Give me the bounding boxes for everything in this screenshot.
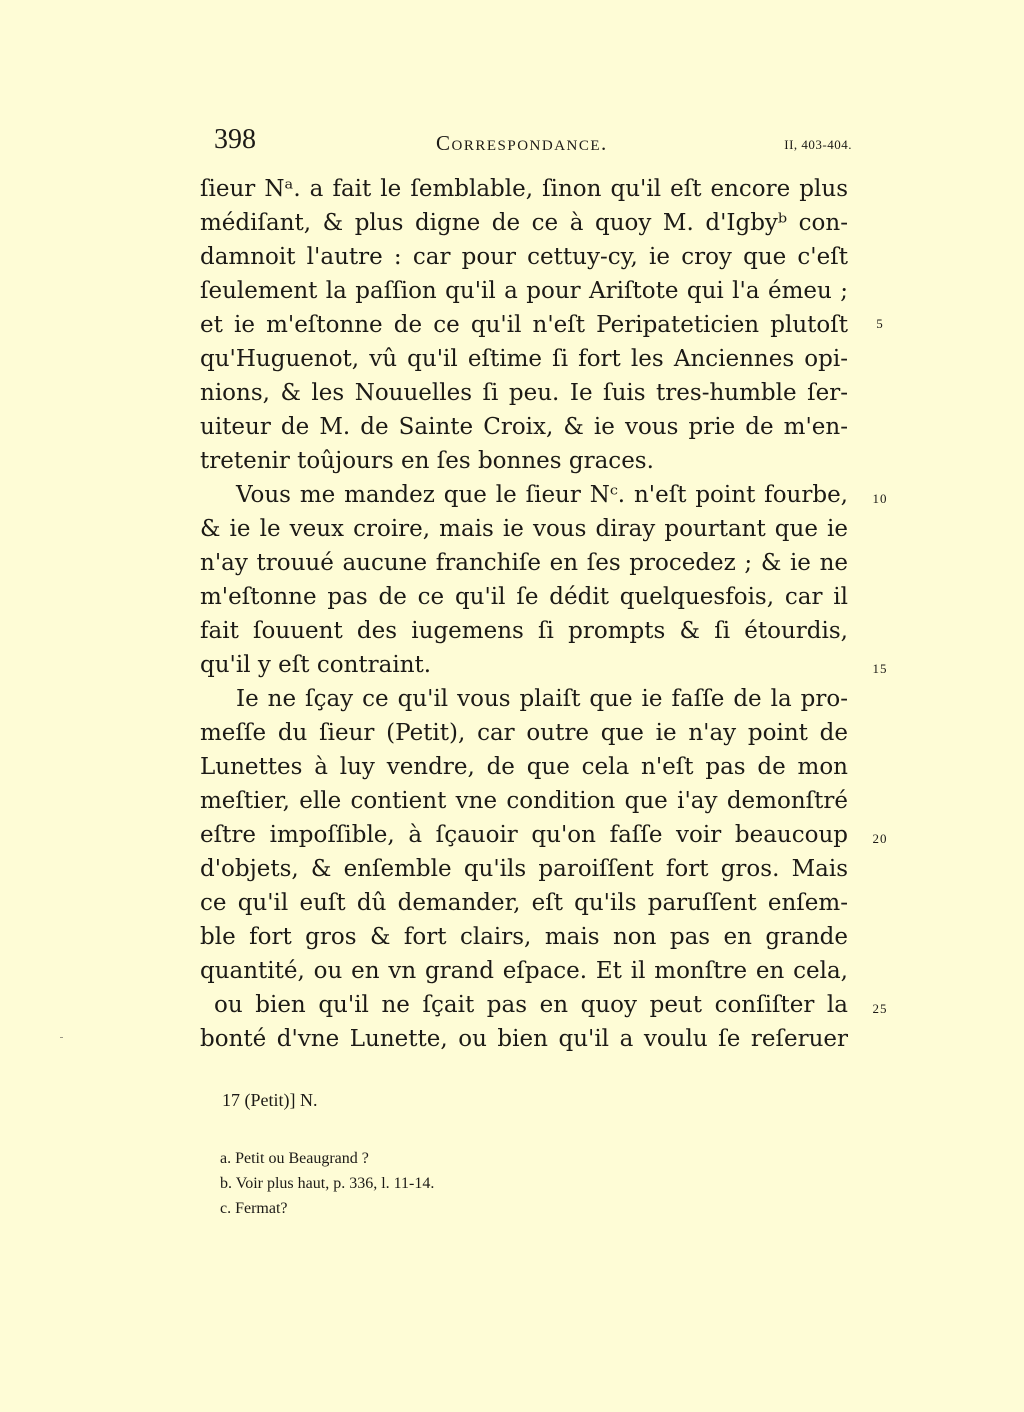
page-number: 398 bbox=[214, 124, 256, 155]
text-line: Vous me mandez que le ſieur Nᶜ. n'eſt point fourbe, bbox=[236, 482, 848, 508]
text-line: qu'il y eſt contraint. bbox=[200, 652, 432, 678]
text-line: ou bien qu'il ne ſçait pas en quoy peut conſiſter la bbox=[214, 992, 848, 1018]
text-line: meſtier, elle contient vne condition que i'ay demonſtré bbox=[200, 788, 848, 814]
text-line: et ie m'eſtonne de ce qu'il n'eſt Peripateticien plutoſt bbox=[200, 312, 848, 338]
text-line: n'ay trouué aucune franchiſe en ſes procedez ; & ie ne bbox=[200, 550, 848, 576]
line-number: 10 bbox=[872, 491, 888, 506]
text-line: Ie ne ſçay ce qu'il vous plaiſt que ie faſſe de la pro- bbox=[236, 686, 848, 712]
text-line: m'eſtonne pas de ce qu'il ſe dédit quelquesfois, car il bbox=[200, 584, 848, 610]
text-line: médiſant, & plus digne de ce à quoy M. d'Igbyᵇ con- bbox=[200, 210, 848, 236]
text-line: & ie le veux croire, mais ie vous diray pourtant que ie bbox=[200, 516, 848, 542]
running-title: Correspondance. bbox=[436, 131, 608, 155]
volume-reference: II, 403-404. bbox=[784, 137, 852, 152]
text-line: nions, & les Nouuelles ſi peu. Ie ſuis tres-humble ſer- bbox=[200, 380, 848, 406]
text-line: ce qu'il euſt dû demander, eſt qu'ils paruſſent enſem- bbox=[200, 890, 848, 916]
line-number: 5 bbox=[876, 316, 884, 331]
footnote: c. Fermat? bbox=[220, 1200, 288, 1217]
text-line: ſieur Nᵃ. a fait le ſemblable, ſinon qu'il eſt encore plus bbox=[200, 176, 848, 202]
running-header bbox=[208, 124, 852, 164]
text-line: meſſe du ſieur (Petit), car outre que ie n'ay point de bbox=[200, 720, 848, 746]
text-line: fait ſouuent des iugemens ſi prompts & ſi étourdis, bbox=[200, 618, 848, 644]
main-text bbox=[200, 172, 848, 1056]
text-line: uiteur de M. de Sainte Croix, & ie vous prie de m'en- bbox=[200, 414, 848, 440]
line-number: 15 bbox=[872, 661, 888, 676]
variant-note: 17 (Petit)] N. bbox=[222, 1090, 318, 1110]
text-line: bonté d'vne Lunette, ou bien qu'il a voulu ſe reſeruer bbox=[200, 1026, 848, 1052]
text-line: eſtre impoſſible, à ſçauoir qu'on faſſe voir beaucoup bbox=[200, 822, 848, 848]
footnote: a. Petit ou Beaugrand ? bbox=[220, 1150, 369, 1167]
text-line: qu'Huguenot, vû qu'il eſtime ſi fort les Anciennes opi- bbox=[200, 346, 848, 372]
text-line: ſeulement la paſſion qu'il a pour Ariſtote qui l'a émeu ; bbox=[200, 278, 848, 304]
footnote: b. Voir plus haut, p. 336, l. 11-14. bbox=[220, 1175, 435, 1192]
line-number: 25 bbox=[872, 1001, 888, 1016]
text-line: d'objets, & enſemble qu'ils paroiſſent fort gros. Mais bbox=[200, 856, 848, 882]
text-line: ble fort gros & fort clairs, mais non pas en grande bbox=[200, 924, 848, 950]
text-line: damnoit l'autre : car pour cettuy-cy, ie croy que c'eſt bbox=[200, 244, 848, 270]
print-speck bbox=[60, 1037, 63, 1038]
text-line: tretenir toûjours en ſes bonnes graces. bbox=[200, 448, 654, 474]
text-line: quantité, ou en vn grand eſpace. Et il monſtre en cela, bbox=[200, 958, 848, 984]
footnotes bbox=[220, 1146, 434, 1221]
line-number: 20 bbox=[872, 831, 888, 846]
text-line: Lunettes à luy vendre, de que cela n'eſt pas de mon bbox=[200, 754, 848, 780]
